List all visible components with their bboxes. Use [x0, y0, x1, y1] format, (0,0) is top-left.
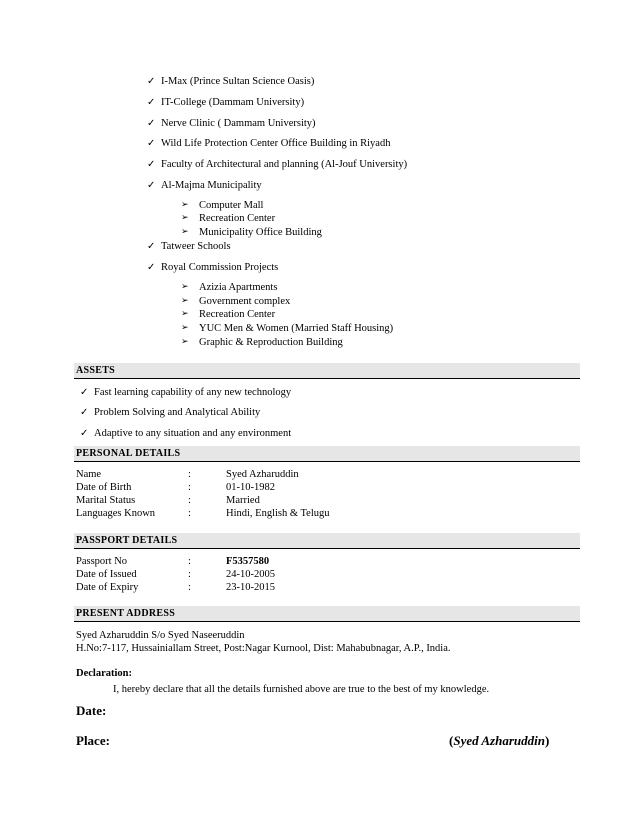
detail-row [76, 556, 576, 569]
asset-item: ✓ Problem Solving and Analytical Ability [94, 407, 260, 418]
colon: : [188, 482, 191, 493]
colon: : [188, 495, 191, 506]
date-label: Date: [76, 703, 107, 718]
project-item: ✓ Al-Majma Municipality [161, 180, 262, 191]
section-heading-assets: ASSETS [74, 363, 580, 379]
sub-item: ➢ Recreation Center [199, 309, 275, 320]
address-line: Syed Azharuddin S/o Syed Naseeruddin [76, 630, 245, 641]
colon: : [188, 508, 191, 519]
detail-value: 23-10-2015 [226, 582, 275, 593]
sub-item: ➢ Recreation Center [199, 213, 275, 224]
section-heading-passport: PASSPORT DETAILS [74, 533, 580, 549]
sub-item: ➢ Municipality Office Building [199, 227, 322, 238]
declaration-label: Declaration: [76, 668, 132, 679]
project-item: ✓ Tatweer Schools [161, 241, 231, 252]
colon: : [188, 569, 191, 580]
detail-value: Hindi, English & Telugu [226, 508, 330, 519]
detail-label: Date of Expiry [76, 582, 139, 593]
place-label: Place: [76, 733, 110, 748]
colon: : [188, 582, 191, 593]
paren-open: ( [449, 733, 454, 748]
project-item: ✓ IT-College (Dammam University) [161, 97, 304, 108]
sub-item: ➢ Graphic & Reproduction Building [199, 337, 343, 348]
section-heading-personal: PERSONAL DETAILS [74, 446, 580, 462]
paren-close: ) [544, 733, 550, 748]
signature-name [449, 733, 549, 749]
detail-value: F5357580 [226, 556, 270, 567]
detail-row [76, 495, 576, 508]
signature-text: Syed Azharuddin [453, 733, 545, 748]
asset-item: ✓ Fast learning capability of any new technology [94, 387, 291, 398]
sub-item: ➢ Azizia Apartments [199, 282, 277, 293]
colon: : [188, 556, 191, 567]
asset-item: ✓ Adaptive to any situation and any environment [94, 428, 291, 439]
project-item: ✓ Nerve Clinic ( Dammam University) [161, 118, 316, 129]
detail-row [76, 469, 576, 482]
project-item: ✓ I-Max (Prince Sultan Science Oasis) [161, 76, 314, 87]
detail-label: Date of Issued [76, 569, 137, 580]
detail-value: Syed Azharuddin [226, 469, 299, 480]
colon: : [188, 469, 191, 480]
detail-label: Name [76, 469, 102, 480]
detail-row [76, 569, 576, 582]
address-line: H.No:7-117, Hussainiallam Street, Post:Nagar Kurnool, Dist: Mahabubnagar, A.P., India. [76, 643, 451, 654]
detail-label: Marital Status [76, 495, 136, 506]
sub-item: ➢ YUC Men & Women (Married Staff Housing) [199, 323, 393, 334]
sub-item: ➢ Computer Mall [199, 200, 263, 211]
detail-value: 01-10-1982 [226, 482, 275, 493]
detail-row [76, 508, 576, 521]
project-item: ✓ Wild Life Protection Center Office Building in Riyadh [161, 138, 390, 149]
section-heading-address: PRESENT ADDRESS [74, 606, 580, 622]
detail-row [76, 482, 576, 495]
project-item: ✓ Royal Commission Projects [161, 262, 278, 273]
detail-label: Languages Known [76, 508, 156, 519]
sub-item: ➢ Government complex [199, 296, 290, 307]
detail-label: Passport No [76, 556, 128, 567]
detail-value: Married [226, 495, 260, 506]
declaration-text: I, hereby declare that all the details furnished above are true to the best of my knowledge. [113, 684, 490, 695]
detail-row [76, 582, 576, 595]
detail-value: 24-10-2005 [226, 569, 275, 580]
detail-label: Date of Birth [76, 482, 132, 493]
project-item: ✓ Faculty of Architectural and planning (Al-Jouf University) [161, 159, 407, 170]
